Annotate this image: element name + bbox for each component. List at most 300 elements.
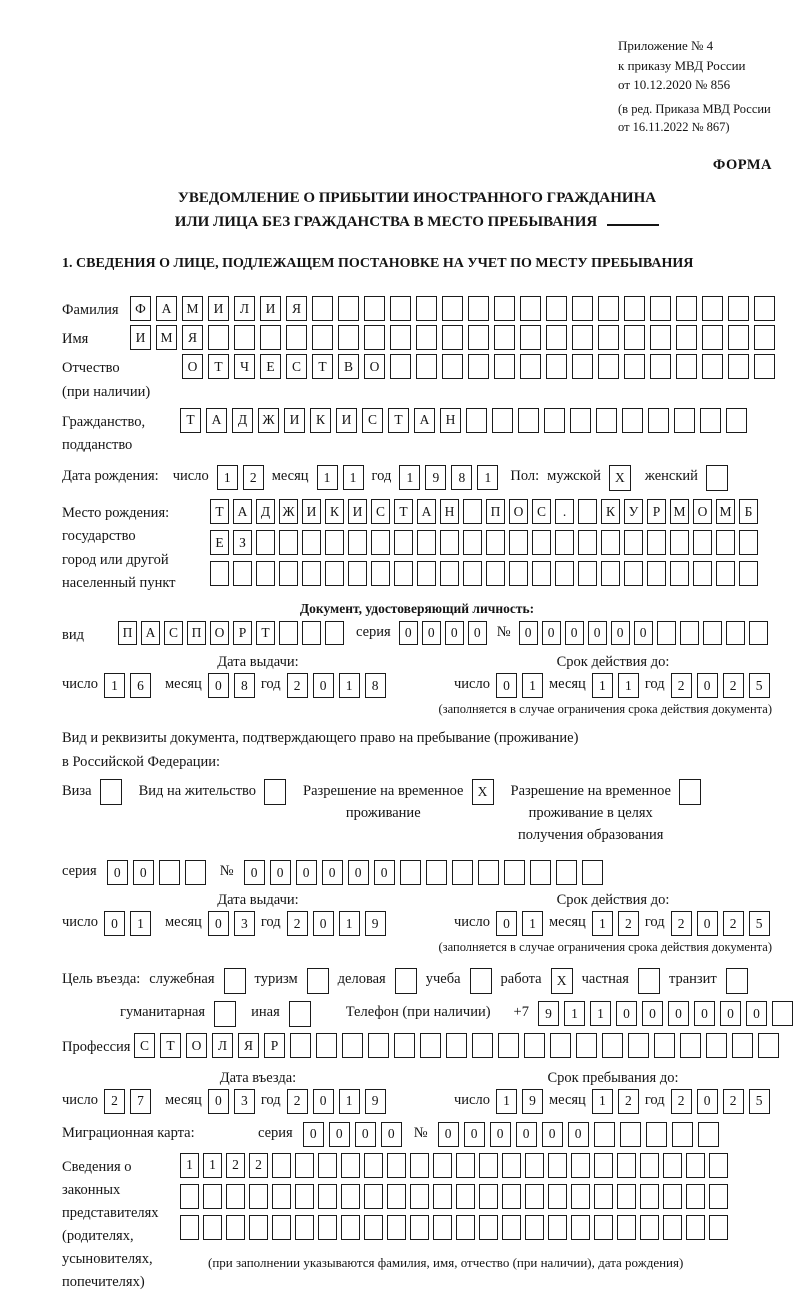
representatives-row1-cell[interactable]: 2 (226, 1153, 245, 1178)
birth-place-row3-cell[interactable] (486, 561, 505, 586)
residence-number-cell[interactable]: 0 (296, 860, 317, 885)
representatives-row2-cell[interactable] (594, 1184, 613, 1209)
birth-place-row2-cell[interactable] (486, 530, 505, 555)
name-cell[interactable] (260, 325, 281, 350)
surname-cell[interactable] (520, 296, 541, 321)
representatives-row2-cell[interactable] (272, 1184, 291, 1209)
citizenship-cell[interactable]: Н (440, 408, 461, 433)
doc-number-cell[interactable] (657, 621, 676, 645)
birth-place-row3-cell[interactable] (578, 561, 597, 586)
patronymic-cell[interactable]: Т (312, 354, 333, 379)
purpose-other-checkbox-cell[interactable] (289, 1001, 311, 1027)
representatives-row1-cell[interactable] (571, 1153, 590, 1178)
birth-place-row1-cell[interactable]: А (417, 499, 436, 524)
profession-cell[interactable] (654, 1033, 675, 1058)
residence-number-cell[interactable]: 0 (374, 860, 395, 885)
representatives-row2-cell[interactable] (502, 1184, 521, 1209)
profession-cell[interactable] (758, 1033, 779, 1058)
representatives-row1-cell[interactable] (709, 1153, 728, 1178)
birth-place-row2-cell[interactable] (348, 530, 367, 555)
citizenship-cell[interactable] (700, 408, 721, 433)
profession-cell[interactable] (550, 1033, 571, 1058)
migration-number-cell[interactable] (620, 1122, 641, 1147)
stay-year-cell[interactable]: 2 (723, 1089, 744, 1114)
birth-day-cell[interactable]: 2 (243, 465, 264, 490)
birth-place-row1-cell[interactable]: К (601, 499, 620, 524)
birth-place-row3-cell[interactable] (647, 561, 666, 586)
profession-cell[interactable] (472, 1033, 493, 1058)
birth-place-row1-cell[interactable]: С (371, 499, 390, 524)
doc-number-cell[interactable]: 0 (542, 621, 561, 645)
representatives-row3-cell[interactable] (387, 1215, 406, 1240)
patronymic-cell[interactable] (572, 354, 593, 379)
birth-place-row1-cell[interactable]: Д (256, 499, 275, 524)
doc-series-cell[interactable]: 0 (422, 621, 441, 645)
migration-number-cell[interactable] (646, 1122, 667, 1147)
name-cell[interactable] (468, 325, 489, 350)
representatives-row1-cell[interactable] (410, 1153, 429, 1178)
citizenship-cell[interactable] (726, 408, 747, 433)
representatives-row3-cell[interactable] (617, 1215, 636, 1240)
doc-number-cell[interactable] (703, 621, 722, 645)
patronymic-cell[interactable]: Е (260, 354, 281, 379)
profession-cell[interactable] (394, 1033, 415, 1058)
residence-issue-year-cell[interactable]: 9 (365, 911, 386, 936)
residence-series-cell[interactable]: 0 (133, 860, 154, 885)
name-cell[interactable] (286, 325, 307, 350)
residence-number-cell[interactable] (582, 860, 603, 885)
entry-month-cell[interactable]: 0 (208, 1089, 229, 1114)
representatives-row3-cell[interactable] (594, 1215, 613, 1240)
migration-number-cell[interactable]: 0 (542, 1122, 563, 1147)
entry-year-cell[interactable]: 9 (365, 1089, 386, 1114)
residence-expiry-day-cell[interactable]: 1 (522, 911, 543, 936)
representatives-row2-cell[interactable] (617, 1184, 636, 1209)
surname-cell[interactable] (312, 296, 333, 321)
purpose-humanitarian-checkbox-cell[interactable] (214, 1001, 236, 1027)
patronymic-cell[interactable]: О (364, 354, 385, 379)
birth-place-row2-cell[interactable] (325, 530, 344, 555)
name-cell[interactable] (442, 325, 463, 350)
birth-place-row2-cell[interactable] (693, 530, 712, 555)
birth-place-row1-cell[interactable]: О (693, 499, 712, 524)
birth-place-row1-cell[interactable]: А (233, 499, 252, 524)
representatives-row2-cell[interactable] (433, 1184, 452, 1209)
representatives-row1-cell[interactable] (686, 1153, 705, 1178)
birth-place-row2-cell[interactable] (670, 530, 689, 555)
migration-series-cell[interactable]: 0 (329, 1122, 350, 1147)
birth-place-row2-cell[interactable] (739, 530, 758, 555)
representatives-row3-cell[interactable] (433, 1215, 452, 1240)
migration-series-cell[interactable]: 0 (303, 1122, 324, 1147)
surname-cell[interactable]: М (182, 296, 203, 321)
representatives-row3-cell[interactable] (341, 1215, 360, 1240)
entry-month-cell[interactable]: 3 (234, 1089, 255, 1114)
representatives-row3-cell[interactable] (479, 1215, 498, 1240)
citizenship-cell[interactable]: Т (180, 408, 201, 433)
representatives-row2-cell[interactable] (456, 1184, 475, 1209)
stay-day-cell[interactable]: 1 (496, 1089, 517, 1114)
representatives-row1-cell[interactable] (479, 1153, 498, 1178)
birth-place-row2-cell[interactable] (716, 530, 735, 555)
patronymic-cell[interactable] (728, 354, 749, 379)
representatives-row3-cell[interactable] (686, 1215, 705, 1240)
option-temp-residence-checkbox-cell[interactable]: X (472, 779, 494, 805)
option-residence-permit-checkbox-cell[interactable] (264, 779, 286, 805)
representatives-row2-cell[interactable] (226, 1184, 245, 1209)
birth-place-row3-cell[interactable] (624, 561, 643, 586)
birth-place-row1-cell[interactable]: П (486, 499, 505, 524)
purpose-study-checkbox-cell[interactable] (470, 968, 492, 994)
birth-place-row1-cell[interactable]: М (716, 499, 735, 524)
surname-cell[interactable] (494, 296, 515, 321)
residence-number-cell[interactable] (556, 860, 577, 885)
patronymic-cell[interactable] (624, 354, 645, 379)
citizenship-cell[interactable]: А (206, 408, 227, 433)
birth-place-row2-cell[interactable] (624, 530, 643, 555)
profession-cell[interactable] (498, 1033, 519, 1058)
birth-year-cell[interactable]: 8 (451, 465, 472, 490)
profession-cell[interactable]: Я (238, 1033, 259, 1058)
patronymic-cell[interactable] (702, 354, 723, 379)
birth-place-row3-cell[interactable] (509, 561, 528, 586)
representatives-row3-cell[interactable] (548, 1215, 567, 1240)
residence-issue-year-cell[interactable]: 1 (339, 911, 360, 936)
doc-kind-cell[interactable]: П (187, 621, 206, 645)
representatives-row1-cell[interactable] (525, 1153, 544, 1178)
surname-cell[interactable] (442, 296, 463, 321)
representatives-row1-cell[interactable] (617, 1153, 636, 1178)
birth-place-row2-cell[interactable]: З (233, 530, 252, 555)
doc-number-cell[interactable]: 0 (565, 621, 584, 645)
birth-place-row1-cell[interactable]: И (302, 499, 321, 524)
surname-cell[interactable]: Ф (130, 296, 151, 321)
birth-place-row3-cell[interactable] (233, 561, 252, 586)
residence-expiry-year-cell[interactable]: 0 (697, 911, 718, 936)
surname-cell[interactable] (624, 296, 645, 321)
entry-day-cell[interactable]: 7 (130, 1089, 151, 1114)
birth-place-row2-cell[interactable] (394, 530, 413, 555)
representatives-row2-cell[interactable] (387, 1184, 406, 1209)
representatives-row1-cell[interactable]: 1 (203, 1153, 222, 1178)
sex-male-checkbox-cell[interactable]: X (609, 465, 631, 491)
citizenship-cell[interactable]: С (362, 408, 383, 433)
birth-day-cell[interactable]: 1 (217, 465, 238, 490)
entry-year-cell[interactable]: 1 (339, 1089, 360, 1114)
representatives-row2-cell[interactable] (364, 1184, 383, 1209)
name-cell[interactable] (598, 325, 619, 350)
representatives-row3-cell[interactable] (709, 1215, 728, 1240)
citizenship-cell[interactable] (544, 408, 565, 433)
profession-cell[interactable] (732, 1033, 753, 1058)
surname-cell[interactable] (390, 296, 411, 321)
patronymic-cell[interactable] (416, 354, 437, 379)
migration-number-cell[interactable]: 0 (568, 1122, 589, 1147)
birth-place-row2-cell[interactable] (256, 530, 275, 555)
representatives-row2-cell[interactable] (525, 1184, 544, 1209)
identity-expiry-year-cell[interactable]: 5 (749, 673, 770, 698)
representatives-row3-cell[interactable] (295, 1215, 314, 1240)
residence-number-cell[interactable]: 0 (322, 860, 343, 885)
purpose-tourism-checkbox-cell[interactable] (307, 968, 329, 994)
patronymic-cell[interactable]: Ч (234, 354, 255, 379)
doc-number-cell[interactable]: 0 (519, 621, 538, 645)
name-cell[interactable] (312, 325, 333, 350)
residence-expiry-day-cell[interactable]: 0 (496, 911, 517, 936)
profession-cell[interactable] (420, 1033, 441, 1058)
birth-place-row1-cell[interactable] (463, 499, 482, 524)
birth-place-row1-cell[interactable]: Т (210, 499, 229, 524)
representatives-row2-cell[interactable] (686, 1184, 705, 1209)
representatives-row2-cell[interactable] (663, 1184, 682, 1209)
citizenship-cell[interactable] (622, 408, 643, 433)
citizenship-cell[interactable] (492, 408, 513, 433)
birth-place-row3-cell[interactable] (532, 561, 551, 586)
surname-cell[interactable] (754, 296, 775, 321)
patronymic-cell[interactable] (676, 354, 697, 379)
representatives-row1-cell[interactable] (318, 1153, 337, 1178)
doc-series-cell[interactable]: 0 (468, 621, 487, 645)
patronymic-cell[interactable]: О (182, 354, 203, 379)
profession-cell[interactable] (316, 1033, 337, 1058)
identity-issue-year-cell[interactable]: 8 (365, 673, 386, 698)
identity-issue-year-cell[interactable]: 2 (287, 673, 308, 698)
doc-number-cell[interactable]: 0 (611, 621, 630, 645)
stay-day-cell[interactable]: 9 (522, 1089, 543, 1114)
surname-cell[interactable]: Л (234, 296, 255, 321)
doc-number-cell[interactable] (680, 621, 699, 645)
birth-place-row3-cell[interactable] (601, 561, 620, 586)
identity-expiry-year-cell[interactable]: 2 (671, 673, 692, 698)
identity-expiry-month-cell[interactable]: 1 (618, 673, 639, 698)
profession-cell[interactable]: Л (212, 1033, 233, 1058)
birth-place-row1-cell[interactable]: И (348, 499, 367, 524)
migration-series-cell[interactable]: 0 (355, 1122, 376, 1147)
name-cell[interactable] (208, 325, 229, 350)
profession-cell[interactable] (602, 1033, 623, 1058)
citizenship-cell[interactable] (674, 408, 695, 433)
name-cell[interactable] (338, 325, 359, 350)
representatives-row3-cell[interactable] (364, 1215, 383, 1240)
representatives-row3-cell[interactable] (318, 1215, 337, 1240)
phone-cell[interactable]: 0 (720, 1001, 741, 1026)
citizenship-cell[interactable] (466, 408, 487, 433)
representatives-row3-cell[interactable] (571, 1215, 590, 1240)
phone-cell[interactable]: 0 (616, 1001, 637, 1026)
identity-expiry-year-cell[interactable]: 2 (723, 673, 744, 698)
purpose-private-checkbox-cell[interactable] (638, 968, 660, 994)
residence-number-cell[interactable]: 0 (244, 860, 265, 885)
representatives-row2-cell[interactable] (318, 1184, 337, 1209)
citizenship-cell[interactable]: И (284, 408, 305, 433)
birth-place-row3-cell[interactable] (394, 561, 413, 586)
stay-month-cell[interactable]: 2 (618, 1089, 639, 1114)
profession-cell[interactable]: С (134, 1033, 155, 1058)
representatives-row2-cell[interactable] (295, 1184, 314, 1209)
residence-series-cell[interactable] (185, 860, 206, 885)
birth-place-row3-cell[interactable] (555, 561, 574, 586)
name-cell[interactable] (390, 325, 411, 350)
purpose-transit-checkbox-cell[interactable] (726, 968, 748, 994)
citizenship-cell[interactable]: Ж (258, 408, 279, 433)
representatives-row3-cell[interactable] (502, 1215, 521, 1240)
profession-cell[interactable] (576, 1033, 597, 1058)
residence-expiry-year-cell[interactable]: 5 (749, 911, 770, 936)
doc-kind-cell[interactable]: Т (256, 621, 275, 645)
birth-place-row3-cell[interactable] (348, 561, 367, 586)
representatives-row1-cell[interactable] (272, 1153, 291, 1178)
surname-cell[interactable]: Я (286, 296, 307, 321)
representatives-row1-cell[interactable]: 1 (180, 1153, 199, 1178)
patronymic-cell[interactable]: Т (208, 354, 229, 379)
citizenship-cell[interactable]: А (414, 408, 435, 433)
patronymic-cell[interactable] (468, 354, 489, 379)
doc-kind-cell[interactable]: Р (233, 621, 252, 645)
name-cell[interactable] (520, 325, 541, 350)
entry-year-cell[interactable]: 0 (313, 1089, 334, 1114)
residence-issue-month-cell[interactable]: 3 (234, 911, 255, 936)
surname-cell[interactable]: А (156, 296, 177, 321)
surname-cell[interactable] (572, 296, 593, 321)
birth-place-row1-cell[interactable]: Б (739, 499, 758, 524)
residence-series-cell[interactable] (159, 860, 180, 885)
identity-expiry-year-cell[interactable]: 0 (697, 673, 718, 698)
profession-cell[interactable] (342, 1033, 363, 1058)
phone-cell[interactable]: 0 (746, 1001, 767, 1026)
migration-number-cell[interactable] (698, 1122, 719, 1147)
patronymic-cell[interactable]: В (338, 354, 359, 379)
name-cell[interactable] (754, 325, 775, 350)
representatives-row3-cell[interactable] (180, 1215, 199, 1240)
birth-place-row3-cell[interactable] (279, 561, 298, 586)
surname-cell[interactable] (468, 296, 489, 321)
birth-place-row3-cell[interactable] (371, 561, 390, 586)
birth-place-row3-cell[interactable] (325, 561, 344, 586)
name-cell[interactable] (494, 325, 515, 350)
birth-place-row2-cell[interactable] (279, 530, 298, 555)
residence-expiry-month-cell[interactable]: 2 (618, 911, 639, 936)
migration-number-cell[interactable] (594, 1122, 615, 1147)
profession-cell[interactable] (290, 1033, 311, 1058)
phone-cell[interactable]: 1 (590, 1001, 611, 1026)
birth-place-row2-cell[interactable] (302, 530, 321, 555)
profession-cell[interactable] (706, 1033, 727, 1058)
birth-year-cell[interactable]: 1 (399, 465, 420, 490)
option-visa-checkbox-cell[interactable] (100, 779, 122, 805)
residence-number-cell[interactable] (400, 860, 421, 885)
migration-number-cell[interactable]: 0 (464, 1122, 485, 1147)
representatives-row2-cell[interactable] (249, 1184, 268, 1209)
residence-issue-day-cell[interactable]: 1 (130, 911, 151, 936)
birth-month-cell[interactable]: 1 (317, 465, 338, 490)
purpose-work-checkbox-cell[interactable]: X (551, 968, 573, 994)
name-cell[interactable] (234, 325, 255, 350)
migration-number-cell[interactable]: 0 (438, 1122, 459, 1147)
identity-issue-day-cell[interactable]: 1 (104, 673, 125, 698)
name-cell[interactable] (728, 325, 749, 350)
stay-year-cell[interactable]: 0 (697, 1089, 718, 1114)
representatives-row3-cell[interactable] (203, 1215, 222, 1240)
phone-cell[interactable]: 0 (694, 1001, 715, 1026)
residence-expiry-year-cell[interactable]: 2 (671, 911, 692, 936)
birth-place-row2-cell[interactable] (647, 530, 666, 555)
representatives-row1-cell[interactable] (502, 1153, 521, 1178)
name-cell[interactable] (572, 325, 593, 350)
birth-place-row3-cell[interactable] (210, 561, 229, 586)
identity-expiry-day-cell[interactable]: 1 (522, 673, 543, 698)
profession-cell[interactable]: Т (160, 1033, 181, 1058)
representatives-row3-cell[interactable] (410, 1215, 429, 1240)
birth-place-row2-cell[interactable] (463, 530, 482, 555)
stay-month-cell[interactable]: 1 (592, 1089, 613, 1114)
birth-place-row2-cell[interactable] (555, 530, 574, 555)
patronymic-cell[interactable] (650, 354, 671, 379)
representatives-row2-cell[interactable] (548, 1184, 567, 1209)
residence-issue-year-cell[interactable]: 0 (313, 911, 334, 936)
doc-number-cell[interactable]: 0 (634, 621, 653, 645)
patronymic-cell[interactable]: С (286, 354, 307, 379)
birth-place-row1-cell[interactable]: . (555, 499, 574, 524)
migration-number-cell[interactable]: 0 (490, 1122, 511, 1147)
name-cell[interactable]: Я (182, 325, 203, 350)
surname-cell[interactable] (650, 296, 671, 321)
representatives-row2-cell[interactable] (479, 1184, 498, 1209)
birth-year-cell[interactable]: 1 (477, 465, 498, 490)
birth-place-row3-cell[interactable] (302, 561, 321, 586)
phone-cell[interactable]: 0 (668, 1001, 689, 1026)
entry-day-cell[interactable]: 2 (104, 1089, 125, 1114)
doc-kind-cell[interactable]: О (210, 621, 229, 645)
surname-cell[interactable] (364, 296, 385, 321)
sex-female-checkbox-cell[interactable] (706, 465, 728, 491)
surname-cell[interactable] (676, 296, 697, 321)
name-cell[interactable] (650, 325, 671, 350)
doc-series-cell[interactable]: 0 (399, 621, 418, 645)
patronymic-cell[interactable] (598, 354, 619, 379)
surname-cell[interactable] (598, 296, 619, 321)
representatives-row3-cell[interactable] (640, 1215, 659, 1240)
representatives-row2-cell[interactable] (640, 1184, 659, 1209)
name-cell[interactable] (676, 325, 697, 350)
residence-issue-month-cell[interactable]: 0 (208, 911, 229, 936)
citizenship-cell[interactable]: Д (232, 408, 253, 433)
residence-expiry-year-cell[interactable]: 2 (723, 911, 744, 936)
identity-expiry-day-cell[interactable]: 0 (496, 673, 517, 698)
profession-cell[interactable]: Р (264, 1033, 285, 1058)
representatives-row2-cell[interactable] (203, 1184, 222, 1209)
citizenship-cell[interactable] (648, 408, 669, 433)
residence-series-cell[interactable]: 0 (107, 860, 128, 885)
representatives-row3-cell[interactable] (249, 1215, 268, 1240)
representatives-row2-cell[interactable] (571, 1184, 590, 1209)
birth-place-row1-cell[interactable] (578, 499, 597, 524)
patronymic-cell[interactable] (520, 354, 541, 379)
doc-kind-cell[interactable] (302, 621, 321, 645)
birth-place-row3-cell[interactable] (440, 561, 459, 586)
name-cell[interactable] (546, 325, 567, 350)
citizenship-cell[interactable]: И (336, 408, 357, 433)
representatives-row1-cell[interactable] (548, 1153, 567, 1178)
surname-cell[interactable]: И (260, 296, 281, 321)
birth-place-row1-cell[interactable]: Н (440, 499, 459, 524)
name-cell[interactable] (416, 325, 437, 350)
representatives-row2-cell[interactable] (709, 1184, 728, 1209)
identity-issue-day-cell[interactable]: 6 (130, 673, 151, 698)
birth-place-row2-cell[interactable] (371, 530, 390, 555)
birth-place-row2-cell[interactable] (601, 530, 620, 555)
phone-cell[interactable] (772, 1001, 793, 1026)
residence-issue-day-cell[interactable]: 0 (104, 911, 125, 936)
